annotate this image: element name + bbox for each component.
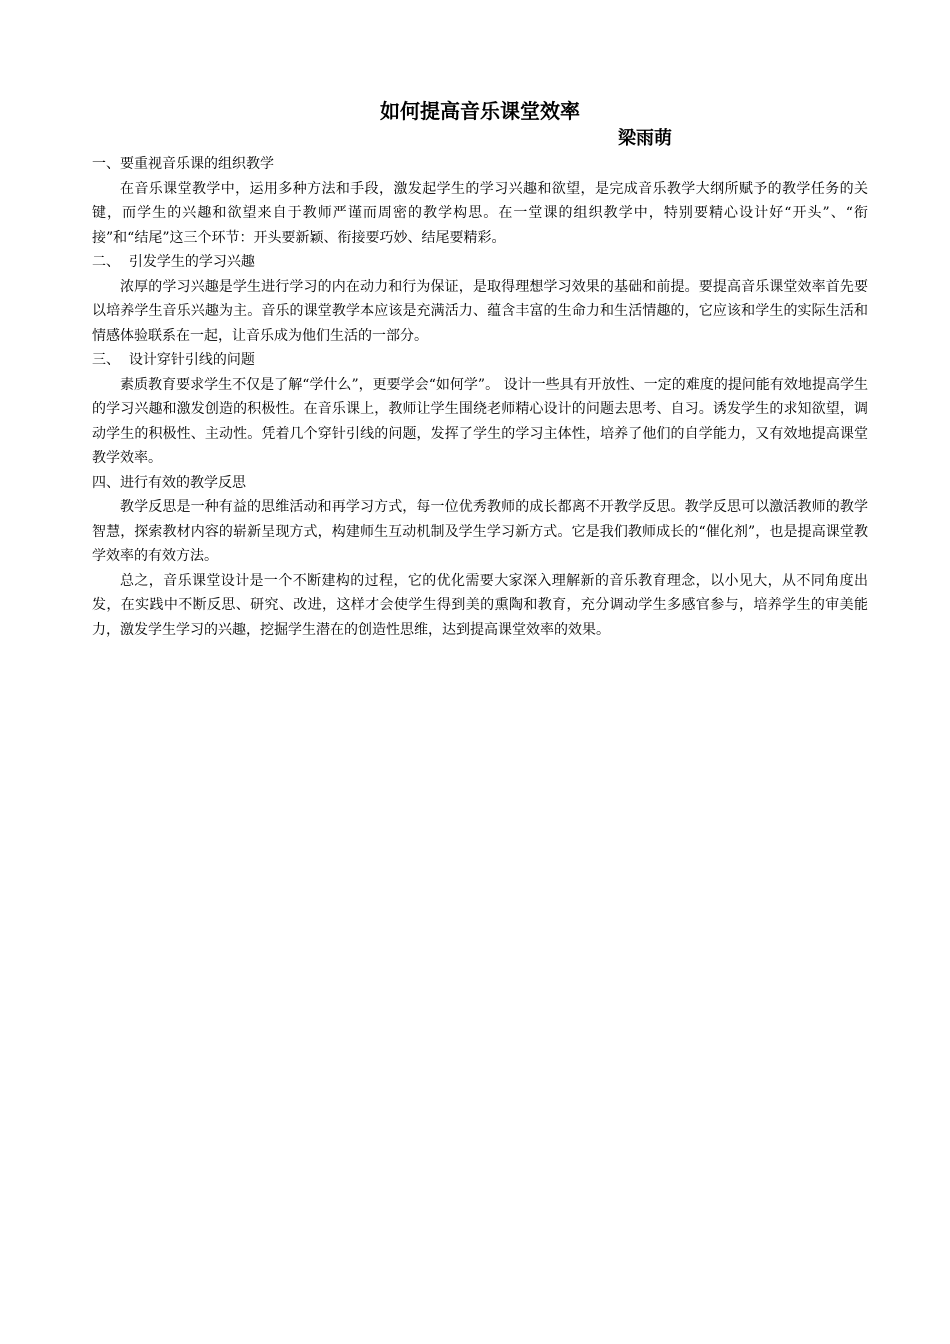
section-3 — [92, 348, 868, 471]
document-page — [92, 96, 868, 642]
conclusion-paragraph: 总之，音乐课堂设计是一个不断建构的过程，它的优化需要大家深入理解新的音乐教育理念，以小见大，从不同角度出发，在实践中不断反思、研究、改进，这样才会使学生得到美的熏陶和教育，充分调动学生多感官参与，培养学生的审美能力，激发学生学习的兴趣，挖掘学生潜在的创造性思维，达到提高课堂效率的效果。 — [92, 572, 868, 638]
section-4 — [92, 471, 868, 569]
section-heading: 三、 设计穿针引线的问题 — [92, 352, 255, 368]
section-1 — [92, 152, 868, 250]
section-heading: 四、进行有效的教学反思 — [92, 474, 246, 491]
section-2 — [92, 250, 868, 348]
section-paragraph: 教学反思是一种有益的思维活动和再学习方式，每一位优秀教师的成长都离不开教学反思。教学反思可以激活教师的教学智慧，探索教材内容的崭新呈现方式，构建师生互动机制及学生学习新方式。它是我们教师成长的“催化剂”，也是提高课堂教学效率的有效方法。 — [92, 499, 868, 564]
author-name: 梁雨萌 — [618, 128, 672, 149]
section-heading: 一、要重视音乐课的组织教学 — [92, 156, 274, 172]
section-paragraph: 浓厚的学习兴趣是学生进行学习的内在动力和行为保证，是取得理想学习效果的基础和前提。要提高音乐课堂效率首先要以培养学生音乐兴趣为主。音乐的课堂教学本应该是充满活力、蕴含丰富的生命力和生活情趣的，它应该和学生的实际生活和情感体验联系在一起，让音乐成为他们生活的一部分。 — [92, 278, 868, 344]
section-paragraph: 素质教育要求学生不仅是了解“学什么”，更要学会“如何学”。 设计一些具有开放性、一定的难度的提问能有效地提高学生的学习兴趣和激发创造的积极性。在音乐课上，教师让学生围绕老师精心设计的问题去思考、自习。诱发学生的求知欲望，调动学生的积极性、主动性。凭着几个穿针引线的问题，发挥了学生的学习主体性，培养了他们的自学能力，又有效地提高课堂教学效率。 — [92, 376, 868, 466]
section-heading: 二、 引发学生的学习兴趣 — [92, 254, 255, 270]
section-paragraph: 在音乐课堂教学中，运用多种方法和手段，激发起学生的学习兴趣和欲望，是完成音乐教学大纲所赋予的教学任务的关键，而学生的兴趣和欲望来自于教师严谨而周密的教学构思。在一堂课的组织教学中，特别要精心设计好“开头”、“衔接”和“结尾”这三个环节：开头要新颖、衔接要巧妙、结尾要精彩。 — [92, 180, 868, 246]
document-title: 如何提高音乐课堂效率 — [380, 99, 580, 123]
